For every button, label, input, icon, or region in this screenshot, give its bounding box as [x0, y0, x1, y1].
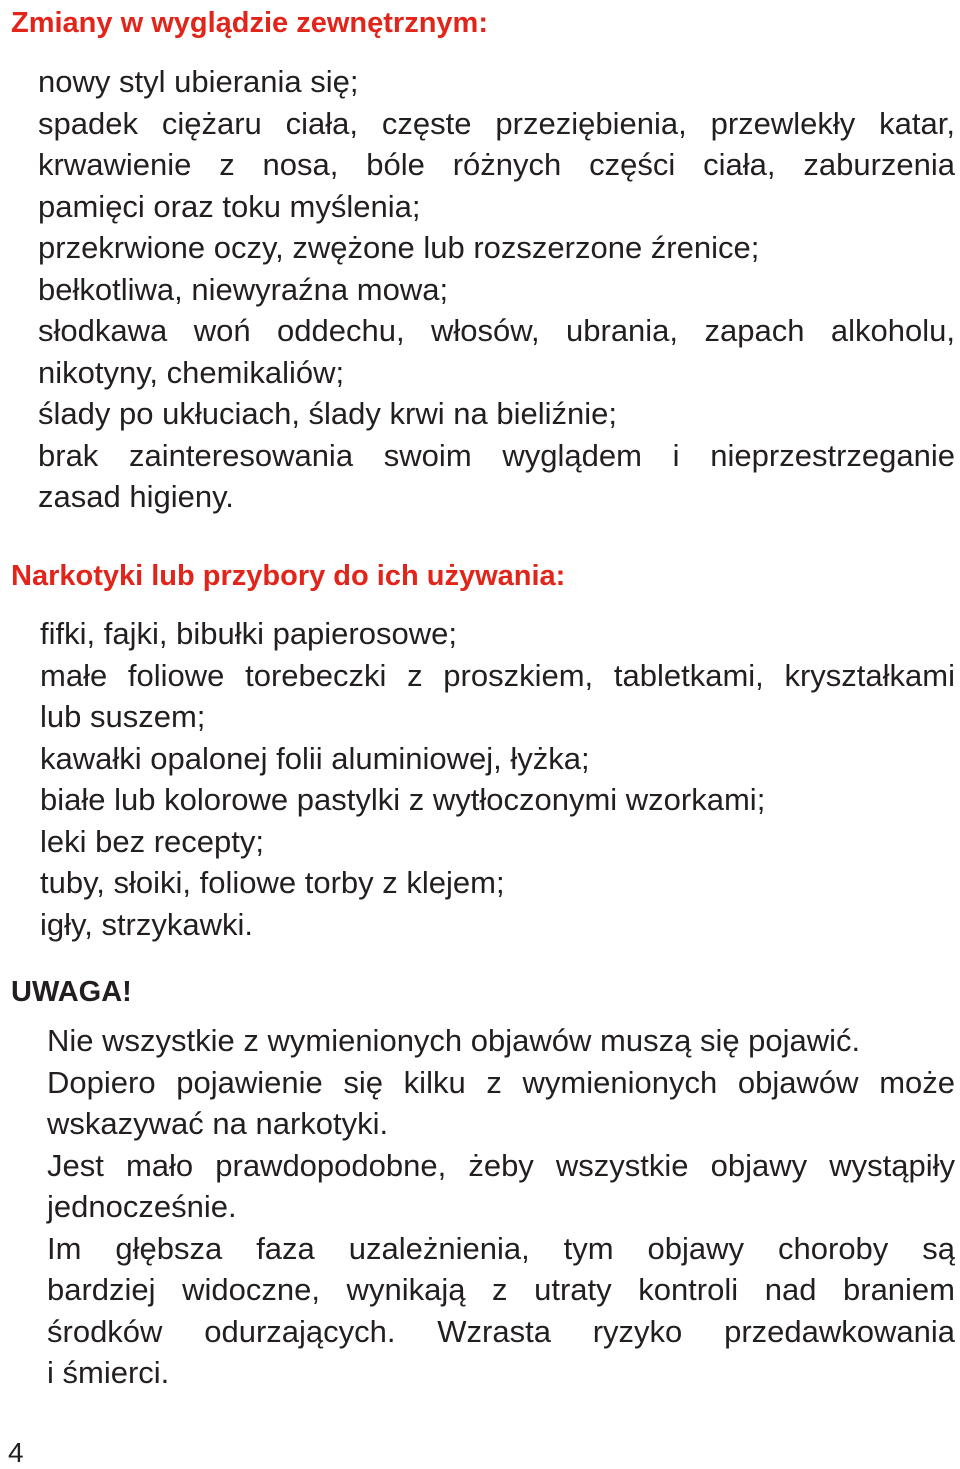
paragraph-line: środków odurzających. Wzrasta ryzyko przedawkowania [47, 1313, 955, 1349]
list-item: przekrwione oczy, zwężone lub rozszerzone źrenice; [38, 230, 760, 265]
list-item: małe foliowe torebeczki z proszkiem, tabletkami, kryształkami [40, 657, 955, 693]
warning-heading: UWAGA! [11, 976, 132, 1008]
appearance-changes-list [38, 61, 955, 518]
warning-text [47, 1020, 955, 1394]
list-item: igły, strzykawki. [40, 906, 254, 942]
list-item: lub suszem; [40, 699, 206, 734]
list-item: zasad higieny. [38, 479, 234, 514]
paraphernalia-list [40, 613, 955, 945]
paragraph-line: Dopiero pojawienie się kilku z wymienionych objawów może [47, 1064, 955, 1100]
paragraph-line: Im głębsza faza uzależnienia, tym objawy choroby są [47, 1230, 955, 1266]
list-item: bełkotliwa, niewyraźna mowa; [38, 271, 449, 307]
list-item: nikotyny, chemikaliów; [38, 354, 345, 390]
paragraph-line: i śmierci. [47, 1355, 170, 1390]
section-heading-appearance: Zmiany w wyglądzie zewnętrznym: [11, 7, 488, 39]
paragraph-line: jednocześnie. [47, 1189, 237, 1224]
list-item: leki bez recepty; [40, 823, 264, 859]
paragraph-line: Nie wszystkie z wymienionych objawów muszą się pojawić. [47, 1023, 861, 1058]
list-item: krwawienie z nosa, bóle różnych części ciała, zaburzenia [38, 147, 955, 182]
list-item: kawałki opalonej folii aluminiowej, łyżka; [40, 740, 590, 776]
list-item: brak zainteresowania swoim wyglądem i nieprzestrzeganie [38, 437, 955, 473]
list-item: pamięci oraz toku myślenia; [38, 188, 421, 224]
list-item: spadek ciężaru ciała, częste przeziębienia, przewlekły katar, [38, 105, 955, 141]
list-item: białe lub kolorowe pastylki z wytłoczonymi wzorkami; [40, 782, 766, 817]
list-item: tuby, słoiki, foliowe torby z klejem; [40, 865, 505, 900]
list-item: ślady po ukłuciach, ślady krwi na bieliźnie; [38, 396, 617, 431]
list-item: słodkawa woń oddechu, włosów, ubrania, zapach alkoholu, [38, 313, 955, 348]
page-number: 4 [8, 1437, 24, 1468]
paragraph-line: wskazywać na narkotyki. [47, 1106, 389, 1141]
list-item: nowy styl ubierania się; [38, 64, 359, 99]
list-item: fifki, fajki, bibułki papierosowe; [40, 616, 457, 651]
paragraph-line: bardziej widoczne, wynikają z utraty kontroli nad braniem [47, 1272, 955, 1307]
section-heading-paraphernalia: Narkotyki lub przybory do ich używania: [11, 560, 566, 592]
paragraph-line: Jest mało prawdopodobne, żeby wszystkie objawy wystąpiły [47, 1147, 955, 1183]
